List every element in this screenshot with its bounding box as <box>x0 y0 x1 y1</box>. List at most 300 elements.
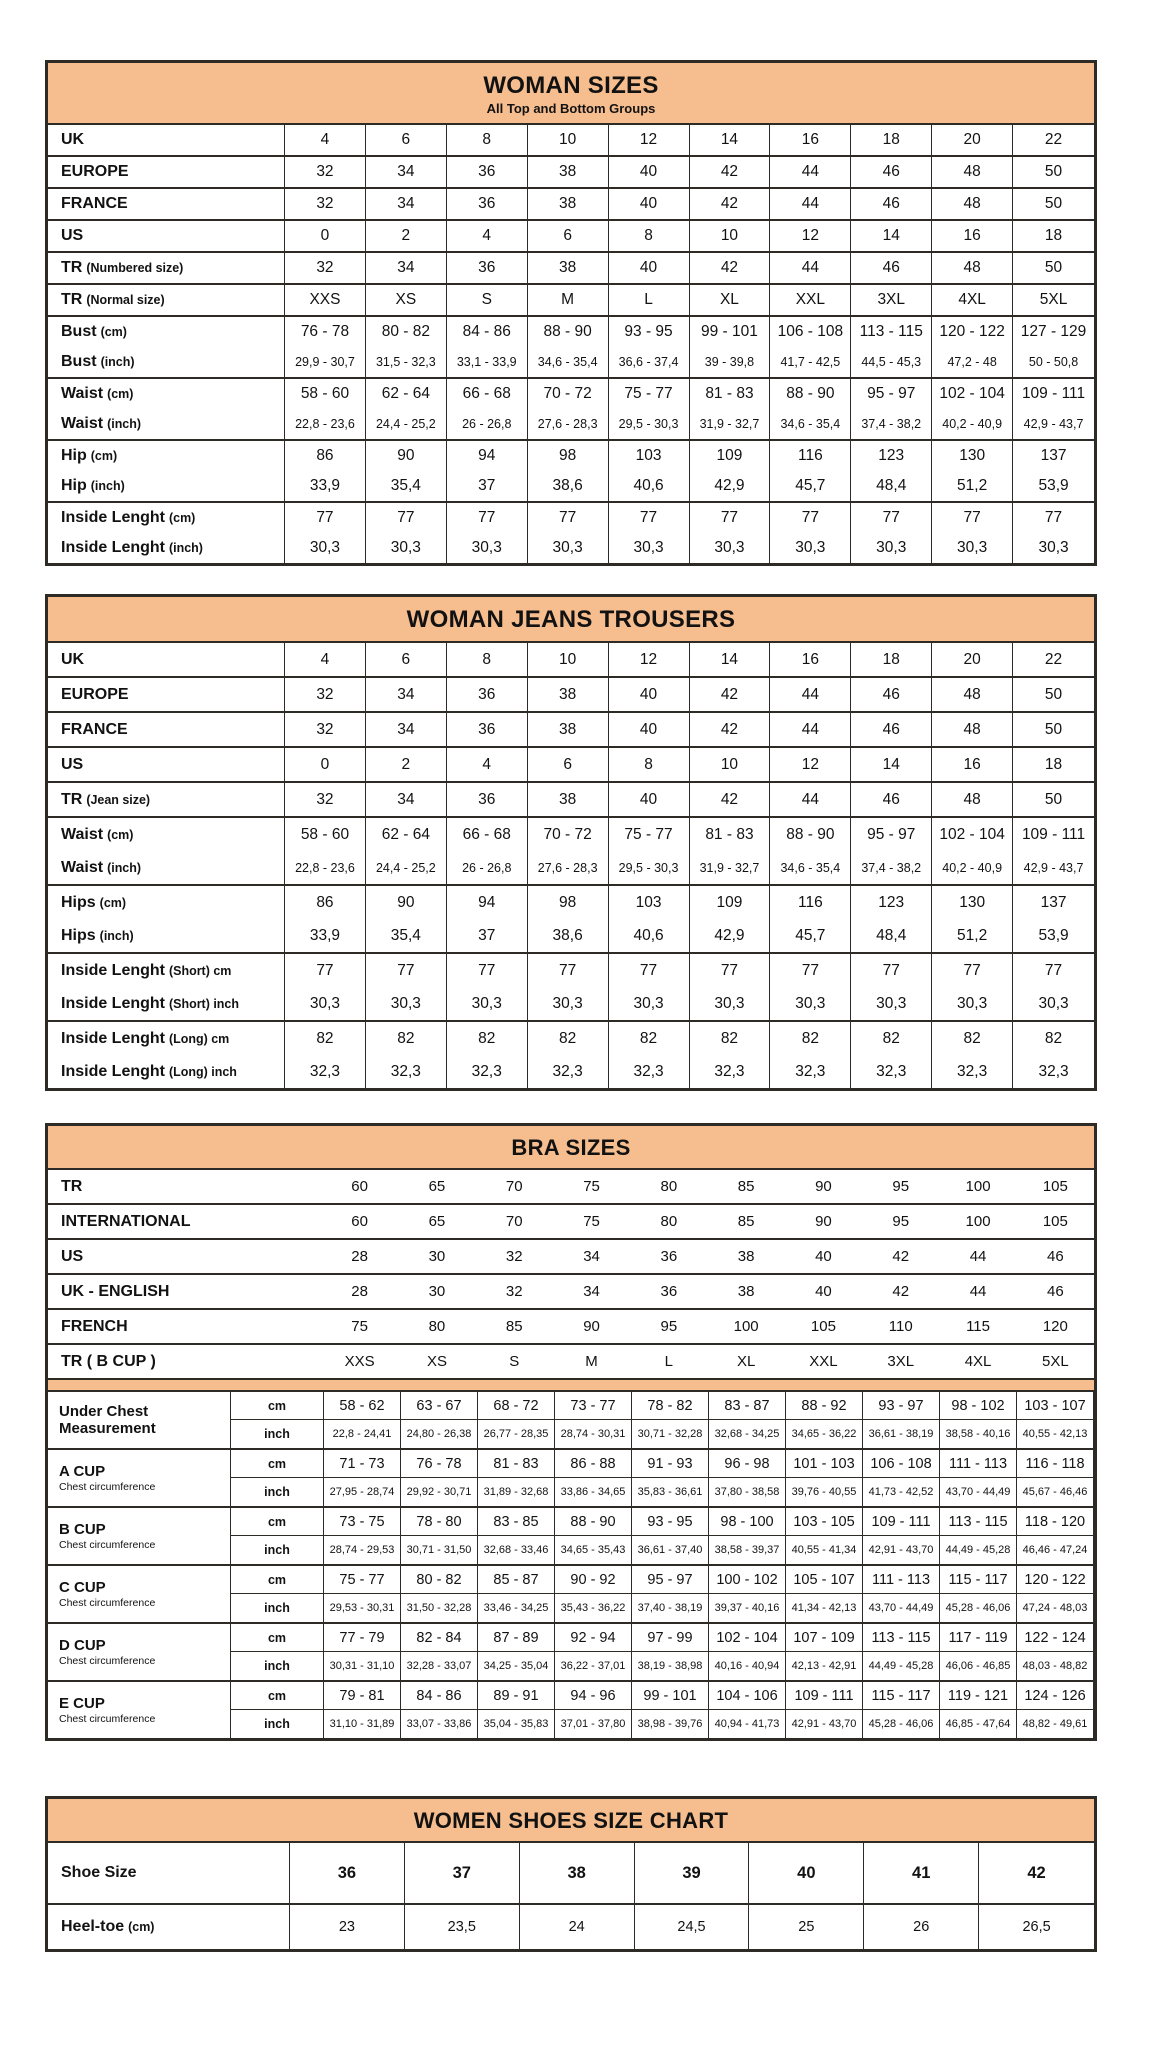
row-label: TR <box>61 1177 83 1195</box>
cup-label-cell <box>48 1392 231 1448</box>
cup-rows <box>231 1392 1094 1448</box>
size-cell: 87 - 89 <box>478 1624 555 1651</box>
size-cell: 102 - 104 <box>932 379 1013 409</box>
size-cell: 31,89 - 32,68 <box>478 1478 555 1506</box>
row-label: INTERNATIONAL <box>61 1212 191 1230</box>
table-title: WOMAN SIZES <box>483 72 659 99</box>
size-cell: 80 - 82 <box>366 317 447 347</box>
row-label: FRANCE <box>48 713 285 746</box>
size-cell: 47,2 - 48 <box>932 347 1013 377</box>
cup-label-cell <box>48 1682 231 1738</box>
size-cell: 40 <box>815 1248 832 1265</box>
row-label <box>48 347 285 377</box>
size-cell: 90 <box>815 1213 832 1230</box>
size-cell: 77 <box>285 954 366 987</box>
size-cell: 94 - 96 <box>555 1682 632 1709</box>
size-cell: 33,07 - 33,86 <box>401 1710 478 1738</box>
size-cell: 58 - 60 <box>285 379 366 409</box>
size-cell: 3XL <box>851 285 932 315</box>
size-cell: 32,3 <box>690 1055 771 1088</box>
size-cell: 30,3 <box>447 533 528 563</box>
size-cell: 77 <box>851 954 932 987</box>
row-group <box>48 253 1094 285</box>
size-cell: S <box>509 1353 520 1370</box>
size-cell: 44 <box>770 678 851 711</box>
size-cell: 46 <box>851 189 932 219</box>
size-cell: 8 <box>609 221 690 251</box>
size-cell: 48 <box>932 783 1013 816</box>
table-row <box>48 987 1094 1020</box>
size-cell: 32 <box>285 189 366 219</box>
size-cell: 105 - 107 <box>786 1566 863 1593</box>
size-cell: 50 <box>1044 259 1063 276</box>
size-cell: 14 <box>851 748 932 781</box>
table-row <box>48 253 1094 283</box>
size-cell: 127 - 129 <box>1020 323 1087 340</box>
size-cell: 0 <box>285 221 366 251</box>
size-cell: 32 <box>505 1248 523 1265</box>
cup-rows <box>231 1508 1094 1564</box>
size-cell: 42 <box>690 678 771 711</box>
size-cell: 34,65 - 35,43 <box>555 1536 632 1564</box>
size-cell: 30,3 <box>1038 994 1069 1012</box>
size-cell: 50 <box>1044 195 1063 212</box>
size-cell: 82 <box>528 1022 609 1055</box>
size-cell: 40,2 - 40,9 <box>932 409 1013 439</box>
size-cell: 86 - 88 <box>555 1450 632 1477</box>
size-cell: 38 <box>737 1248 755 1265</box>
size-cell: 36 <box>447 713 528 746</box>
size-cell: 36 <box>447 253 528 283</box>
size-cell: 30,3 <box>690 533 771 563</box>
size-cell: 88 - 92 <box>786 1392 863 1419</box>
size-cell: 37 <box>447 919 528 952</box>
size-cell: 98 - 100 <box>709 1508 786 1535</box>
size-cell: 70 <box>505 1213 523 1230</box>
row-group <box>48 503 1094 563</box>
size-cell: 80 <box>660 1213 678 1230</box>
size-cell: 30,3 <box>770 533 851 563</box>
table-title: BRA SIZES <box>511 1135 631 1160</box>
size-cell: 109 <box>690 441 771 471</box>
size-cell: 32,3 <box>851 1055 932 1088</box>
size-cell: 6 <box>366 643 447 676</box>
size-cell: 4XL <box>964 1353 992 1370</box>
size-cell: 48,4 <box>851 471 932 501</box>
size-cell: 81 - 83 <box>690 818 771 851</box>
size-cell: 77 <box>447 954 528 987</box>
size-cell: 53,9 <box>1038 926 1069 944</box>
size-cell: 28,74 - 30,31 <box>555 1420 632 1448</box>
table-row <box>231 1652 1094 1680</box>
row-label-main: Hip <box>61 447 87 464</box>
size-cell: 82 <box>285 1022 366 1055</box>
size-cell: 130 <box>932 441 1013 471</box>
size-cell: 62 - 64 <box>366 379 447 409</box>
size-cell: 24,4 - 25,2 <box>366 851 447 884</box>
size-cell: 32 <box>285 678 366 711</box>
size-cell: 48,82 - 49,61 <box>1017 1710 1094 1738</box>
size-cell: 50 - 50,8 <box>1028 355 1079 369</box>
row-label <box>48 533 285 563</box>
size-cell: 38 <box>528 678 609 711</box>
size-cell: 46 <box>1047 1248 1064 1265</box>
row-label-main: TR <box>61 291 83 308</box>
size-cell: 26,77 - 28,35 <box>478 1420 555 1448</box>
row-label <box>48 317 285 347</box>
size-cell: 115 - 117 <box>940 1566 1017 1593</box>
row-label <box>48 471 285 501</box>
size-cell: 109 - 111 <box>786 1682 863 1709</box>
table-row <box>231 1478 1094 1506</box>
table-title: WOMAN JEANS TROUSERS <box>406 606 736 633</box>
unit-label: inch <box>231 1594 324 1622</box>
table-row <box>48 409 1094 439</box>
table-row <box>48 441 1094 471</box>
size-cell: 22,8 - 23,6 <box>285 409 366 439</box>
size-cell: 46,06 - 46,85 <box>940 1652 1017 1680</box>
size-cell: 44 <box>770 189 851 219</box>
size-cell: 40,55 - 42,13 <box>1017 1420 1094 1448</box>
size-cell: 106 - 108 <box>770 317 851 347</box>
size-cell: 58 - 60 <box>285 818 366 851</box>
row-label <box>48 285 285 315</box>
size-cell: 88 - 90 <box>555 1508 632 1535</box>
size-cell: 71 - 73 <box>324 1450 401 1477</box>
row-label-detail: (cm) <box>128 1920 155 1934</box>
size-cell: 38,19 - 38,98 <box>632 1652 709 1680</box>
size-cell: 93 - 95 <box>632 1508 709 1535</box>
size-cell: 77 <box>690 954 771 987</box>
size-cell: 32,3 <box>932 1055 1013 1088</box>
table-row <box>231 1508 1094 1536</box>
row-label-main: Waist <box>61 858 104 876</box>
size-cell: 106 - 108 <box>863 1450 940 1477</box>
size-cell: 2 <box>366 748 447 781</box>
table-body <box>48 125 1094 563</box>
row-group <box>48 678 1094 713</box>
size-cell: 38,6 <box>528 919 609 952</box>
size-cell: 115 - 117 <box>863 1682 940 1709</box>
size-cell: 100 - 102 <box>709 1566 786 1593</box>
size-cell: 41 <box>864 1843 979 1903</box>
woman-jeans-trousers-table <box>45 594 1097 1091</box>
size-cell: S <box>447 285 528 315</box>
size-cell: 31,9 - 32,7 <box>690 851 771 884</box>
size-cell: 107 - 109 <box>786 1624 863 1651</box>
size-cell: 26 - 26,8 <box>447 409 528 439</box>
row-group <box>48 1275 1094 1310</box>
size-cell: 70 - 72 <box>528 818 609 851</box>
table-row <box>48 1055 1094 1088</box>
size-cell: 102 - 104 <box>709 1624 786 1651</box>
size-cell: 38 <box>528 189 609 219</box>
size-cell: 79 - 81 <box>324 1682 401 1709</box>
row-label-main: Inside Lenght <box>61 539 165 556</box>
size-cell: 42,9 - 43,7 <box>1023 417 1084 431</box>
cup-label: C CUP <box>59 1578 106 1596</box>
size-cell: 32 <box>285 157 366 187</box>
row-label-main: Waist <box>61 385 104 402</box>
size-cell: 97 - 99 <box>632 1624 709 1651</box>
size-cell: 32,3 <box>285 1055 366 1088</box>
row-label: TR ( B CUP ) <box>61 1352 156 1370</box>
size-cell: 30,3 <box>366 533 447 563</box>
size-cell: 5XL <box>1039 291 1068 308</box>
row-label: EUROPE <box>48 678 285 711</box>
row-label: US <box>48 748 285 781</box>
size-cell: 39,76 - 40,55 <box>786 1478 863 1506</box>
cup-label: A CUP <box>59 1462 106 1480</box>
size-cell: 32,3 <box>1038 1062 1069 1080</box>
size-cell: 4 <box>447 221 528 251</box>
size-cell: 73 - 77 <box>555 1392 632 1419</box>
table-row <box>231 1566 1094 1594</box>
row-label-main: Inside Lenght <box>61 1062 165 1080</box>
size-cell: 36 <box>447 783 528 816</box>
table-row <box>48 125 1094 155</box>
row-label <box>48 503 285 533</box>
size-cell: 111 - 113 <box>863 1566 940 1593</box>
row-label <box>48 409 285 439</box>
size-cell: 110 <box>888 1318 913 1335</box>
size-chart-page <box>45 0 1097 1992</box>
cup-label-cell <box>48 1450 231 1506</box>
size-cell: 137 <box>1040 893 1067 911</box>
table-row <box>48 503 1094 533</box>
size-cell: 105 <box>1042 1213 1068 1230</box>
size-cell: 77 <box>609 503 690 533</box>
row-label-main: TR <box>61 259 83 276</box>
size-cell: 75 - 77 <box>609 379 690 409</box>
size-cell: 41,7 - 42,5 <box>770 347 851 377</box>
size-cell: 89 - 91 <box>478 1682 555 1709</box>
size-cell: XXL <box>770 285 851 315</box>
size-cell: 33,9 <box>285 471 366 501</box>
cup-rows <box>231 1450 1094 1506</box>
size-cell: 75 - 77 <box>609 818 690 851</box>
size-cell: 80 - 82 <box>401 1566 478 1593</box>
size-cell: 43,70 - 44,49 <box>940 1478 1017 1506</box>
size-cell: 38 <box>737 1283 755 1300</box>
row-label <box>48 1905 290 1949</box>
size-cell: 30,3 <box>609 987 690 1020</box>
row-group <box>48 783 1094 818</box>
size-cell: 34 <box>366 678 447 711</box>
unit-label: inch <box>231 1478 324 1506</box>
size-cell: 47,24 - 48,03 <box>1017 1594 1094 1622</box>
size-cell: 31,50 - 32,28 <box>401 1594 478 1622</box>
size-cell: 103 - 105 <box>786 1508 863 1535</box>
row-label-detail: (inch) <box>169 541 203 555</box>
size-cell: 30,3 <box>285 533 366 563</box>
size-cell: 30,3 <box>1038 539 1069 556</box>
size-cell: 38,58 - 39,37 <box>709 1536 786 1564</box>
separator-band <box>48 1380 1094 1392</box>
row-label <box>48 954 285 987</box>
size-cell: 29,9 - 30,7 <box>285 347 366 377</box>
size-cell: 99 - 101 <box>690 317 771 347</box>
size-cell: 29,5 - 30,3 <box>609 851 690 884</box>
size-cell: L <box>609 285 690 315</box>
size-cell: 83 - 85 <box>478 1508 555 1535</box>
unit-label: inch <box>231 1710 324 1738</box>
table-row <box>231 1710 1094 1738</box>
size-cell: 42,91 - 43,70 <box>786 1710 863 1738</box>
row-group <box>48 1022 1094 1088</box>
size-cell: 77 <box>690 503 771 533</box>
cup-rows <box>231 1566 1094 1622</box>
size-cell: 30,71 - 31,50 <box>401 1536 478 1564</box>
size-cell: 36 <box>447 157 528 187</box>
size-cell: 29,5 - 30,3 <box>609 409 690 439</box>
size-cell: 34 <box>366 189 447 219</box>
size-cell: 14 <box>851 221 932 251</box>
size-cell: 44,49 - 45,28 <box>863 1652 940 1680</box>
cup-label-cell <box>48 1508 231 1564</box>
size-cell: 113 - 115 <box>851 317 932 347</box>
size-cell: 31,5 - 32,3 <box>366 347 447 377</box>
size-cell: 120 - 122 <box>932 317 1013 347</box>
size-cell: 38 <box>528 157 609 187</box>
size-cell: 85 <box>737 1213 755 1230</box>
size-cell: 16 <box>932 748 1013 781</box>
size-cell: 30 <box>428 1283 446 1300</box>
size-cell: 40,6 <box>609 919 690 952</box>
size-cell: 37 <box>447 471 528 501</box>
size-cell: 30,71 - 32,28 <box>632 1420 709 1448</box>
cup-row-group <box>48 1392 1094 1450</box>
row-label-main: Bust <box>61 353 97 370</box>
table-row <box>48 317 1094 347</box>
size-cell: 38 <box>520 1843 635 1903</box>
unit-label: cm <box>231 1392 324 1419</box>
row-group <box>48 221 1094 253</box>
row-label-detail: (cm) <box>100 325 127 339</box>
size-cell: 5XL <box>1041 1353 1069 1370</box>
size-cell: 18 <box>851 643 932 676</box>
size-cell: 27,6 - 28,3 <box>528 409 609 439</box>
size-cell: 104 - 106 <box>709 1682 786 1709</box>
size-cell: 46 <box>851 253 932 283</box>
size-cell: 100 <box>733 1318 759 1335</box>
row-label-detail: (Numbered size) <box>86 261 184 275</box>
size-cell: 30,3 <box>366 987 447 1020</box>
row-label-main: Bust <box>61 323 97 340</box>
size-cell: 38,6 <box>528 471 609 501</box>
size-cell: 24,80 - 26,38 <box>401 1420 478 1448</box>
size-cell: 45,28 - 46,06 <box>940 1594 1017 1622</box>
size-cell: 77 <box>1044 509 1063 526</box>
cup-label: D CUP <box>59 1636 106 1654</box>
size-cell: 84 - 86 <box>447 317 528 347</box>
size-cell: 66 - 68 <box>447 379 528 409</box>
size-cell: 34 <box>583 1248 600 1265</box>
row-label-detail: (inch) <box>99 928 134 943</box>
unit-label: cm <box>231 1624 324 1651</box>
size-cell: 14 <box>690 643 771 676</box>
size-cell: 37,4 - 38,2 <box>851 851 932 884</box>
size-cell: 48 <box>932 713 1013 746</box>
row-group <box>48 713 1094 748</box>
size-cell: 24,5 <box>635 1905 750 1949</box>
row-group <box>48 285 1094 317</box>
size-cell: 40 <box>609 189 690 219</box>
size-cell: 32,3 <box>609 1055 690 1088</box>
size-cell: 0 <box>285 748 366 781</box>
unit-label: cm <box>231 1566 324 1593</box>
size-cell: 60 <box>351 1213 368 1230</box>
size-cell: 44 <box>969 1283 987 1300</box>
row-label <box>48 1055 285 1088</box>
size-cell: 32 <box>285 713 366 746</box>
size-cell: 103 <box>609 441 690 471</box>
size-cell: 81 - 83 <box>478 1450 555 1477</box>
size-cell: 98 <box>528 441 609 471</box>
size-cell: 30,3 <box>851 533 932 563</box>
row-label: EUROPE <box>48 157 285 187</box>
size-cell: 113 - 115 <box>863 1624 940 1651</box>
cup-label-cell <box>48 1624 231 1680</box>
size-cell: 46,85 - 47,64 <box>940 1710 1017 1738</box>
row-group <box>48 125 1094 157</box>
size-cell: 37 <box>405 1843 520 1903</box>
size-cell: 34 <box>583 1283 600 1300</box>
row-label-detail: (cm) <box>107 827 134 842</box>
size-cell: 105 <box>810 1318 836 1335</box>
size-cell: 109 - 111 <box>1021 385 1086 402</box>
row-group <box>48 818 1094 886</box>
row-label-detail: (cm) <box>90 449 118 463</box>
table-header <box>48 1126 1094 1170</box>
row-label-detail: (cm) <box>107 387 134 401</box>
size-cell: 90 <box>366 886 447 919</box>
size-cell: 41,73 - 42,52 <box>863 1478 940 1506</box>
size-cell: 33,9 <box>285 919 366 952</box>
row-label <box>48 1022 285 1055</box>
cup-label: E CUP <box>59 1694 105 1712</box>
size-cell: 75 <box>351 1318 368 1335</box>
size-cell: 80 <box>428 1318 446 1335</box>
size-cell: 22,8 - 23,6 <box>285 851 366 884</box>
size-cell: 31,9 - 32,7 <box>690 409 771 439</box>
size-cell: 32,68 - 34,25 <box>709 1420 786 1448</box>
size-cell: 122 - 124 <box>1017 1624 1094 1651</box>
row-label: UK - ENGLISH <box>61 1282 170 1300</box>
size-cell: 18 <box>851 125 932 155</box>
size-cell: 105 <box>1042 1178 1068 1195</box>
table-body <box>48 1843 1094 1949</box>
size-cell: 30,3 <box>851 987 932 1020</box>
size-cell: 10 <box>690 221 771 251</box>
size-cell: L <box>664 1353 674 1370</box>
size-cell: 85 <box>505 1318 523 1335</box>
row-group <box>48 1905 1094 1949</box>
row-label <box>48 783 285 816</box>
size-cell: 44 <box>770 157 851 187</box>
size-cell: 42,9 <box>690 471 771 501</box>
size-cell: M <box>528 285 609 315</box>
size-cell: 24,4 - 25,2 <box>366 409 447 439</box>
size-cell: 123 <box>851 441 932 471</box>
size-cell: 40,6 <box>609 471 690 501</box>
size-cell: 88 - 90 <box>770 818 851 851</box>
row-label: UK <box>48 125 285 155</box>
size-cell: 82 <box>366 1022 447 1055</box>
row-label-detail: (cm) <box>169 511 196 525</box>
row-group <box>48 1240 1094 1275</box>
size-cell: 33,86 - 34,65 <box>555 1478 632 1506</box>
